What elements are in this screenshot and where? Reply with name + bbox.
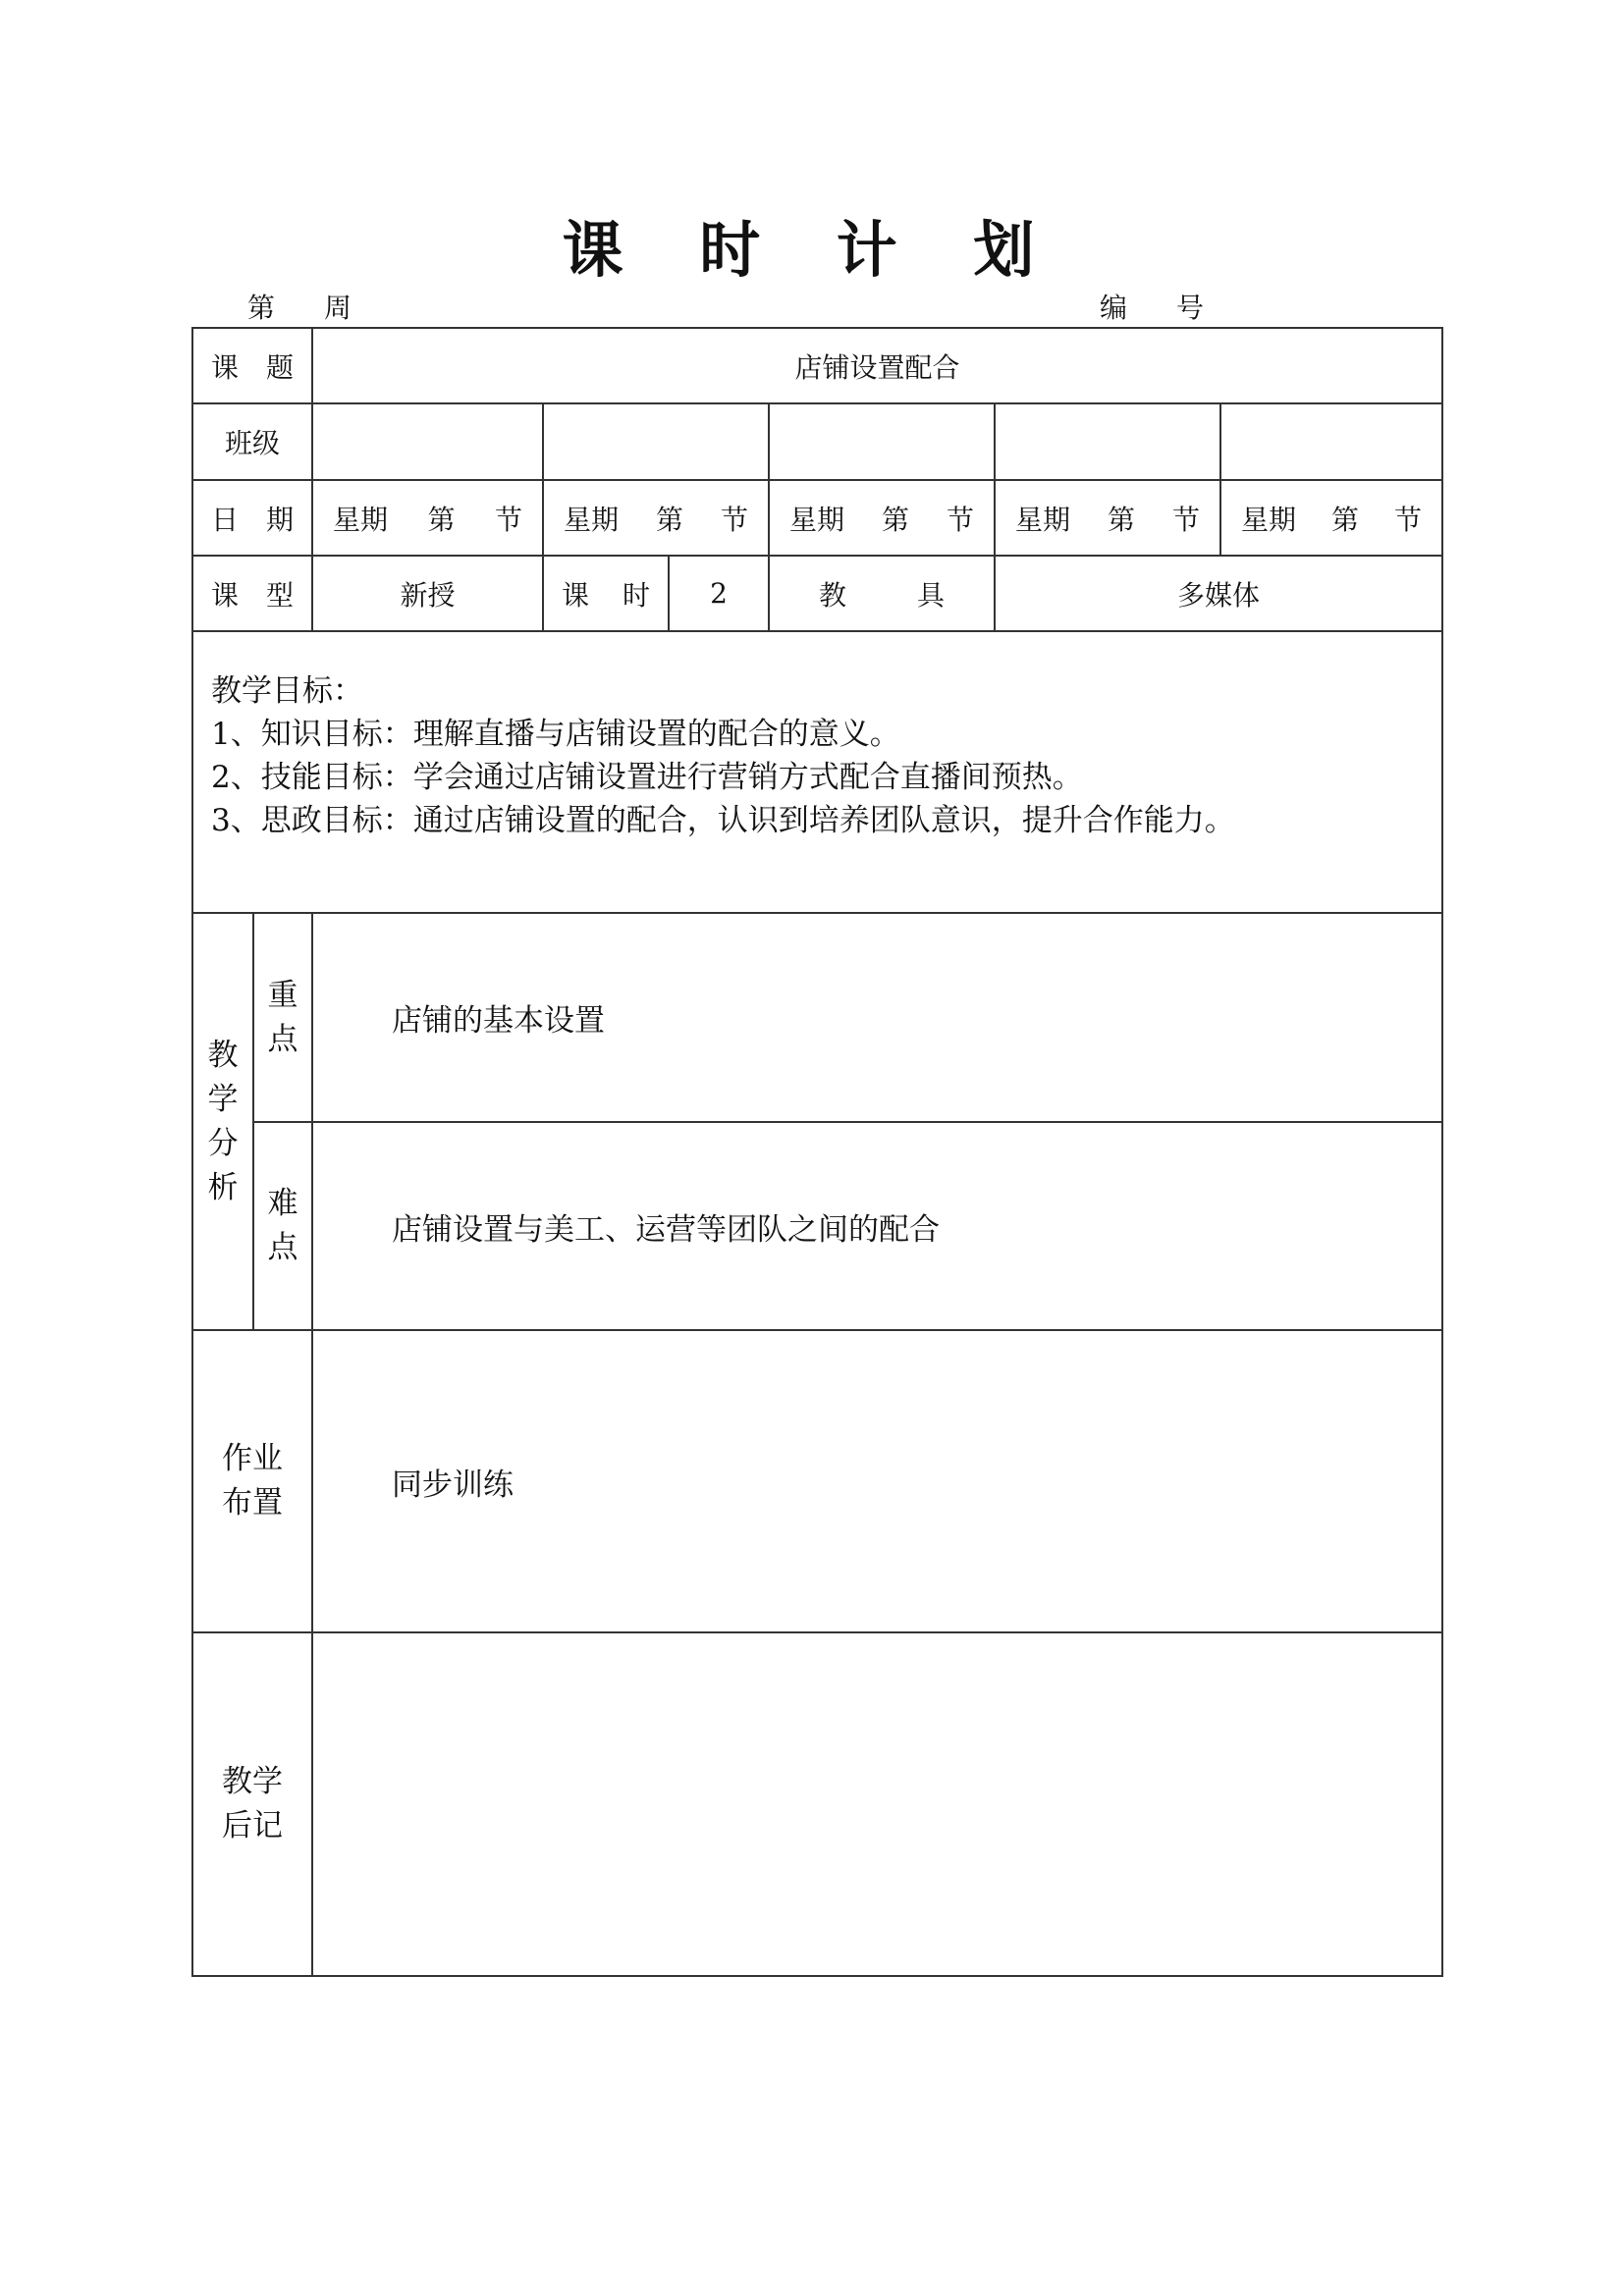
section-label: 第	[882, 503, 910, 536]
key-label-cell	[253, 913, 312, 1122]
tool-label-b: 具	[917, 578, 946, 612]
weekday-label: 星期	[789, 503, 845, 536]
homework-label-line: 布置	[222, 1485, 283, 1521]
class-cell-1[interactable]	[312, 403, 543, 480]
tool-value: 多媒体	[995, 556, 1442, 631]
hard-label	[254, 1182, 311, 1270]
topic-label-cell	[192, 328, 312, 403]
period-label: 节	[1171, 503, 1200, 536]
key-point-row	[192, 913, 1442, 1122]
homework-row	[192, 1330, 1442, 1632]
topic-label: 课 题	[211, 350, 295, 384]
reflection-row	[192, 1632, 1442, 1976]
date-cell-2[interactable]	[543, 480, 769, 556]
date-cell-5[interactable]	[1220, 480, 1442, 556]
period-label: 节	[494, 503, 522, 536]
hours-label-a: 课	[562, 578, 590, 612]
section-label: 第	[427, 503, 456, 536]
reflection-label-line: 教学	[222, 1764, 283, 1799]
analysis-char: 析	[207, 1169, 239, 1205]
goals-cell	[192, 631, 1442, 913]
number-field	[1100, 287, 1204, 326]
class-label: 班级	[192, 403, 312, 480]
hours-label-b: 时	[623, 578, 651, 612]
period-label: 节	[946, 503, 974, 536]
homework-label-cell	[192, 1330, 312, 1632]
class-cell-4[interactable]	[995, 403, 1220, 480]
reflection-label-line: 后记	[222, 1808, 283, 1843]
class-cell-5[interactable]	[1220, 403, 1442, 480]
type-value: 新授	[312, 556, 543, 631]
key-point-value: 店铺的基本设置	[312, 913, 1442, 1122]
date-cell-1[interactable]	[312, 480, 543, 556]
number-label-a: 编	[1100, 292, 1128, 324]
class-cell-3[interactable]	[769, 403, 995, 480]
type-row	[192, 556, 1442, 631]
period-label: 节	[1394, 503, 1423, 536]
section-label: 第	[656, 503, 684, 536]
homework-label-line: 作业	[222, 1441, 283, 1476]
goal-item-2: 2、技能目标：学会通过店铺设置进行营销方式配合直播间预热。	[211, 760, 1083, 795]
week-label-a: 第	[247, 292, 276, 324]
weekday-label: 星期	[1015, 503, 1071, 536]
section-label: 第	[1108, 503, 1136, 536]
key-char: 重	[267, 977, 298, 1013]
period-label: 节	[720, 503, 748, 536]
reflection-label	[193, 1760, 311, 1848]
class-cell-2[interactable]	[543, 403, 769, 480]
class-row	[192, 403, 1442, 480]
goals-heading: 教学目标：	[211, 673, 363, 709]
goal-item-3: 3、思政目标：通过店铺设置的配合，认识到培养团队意识，提升合作能力。	[211, 803, 1235, 838]
lesson-plan-table	[191, 327, 1443, 1977]
key-label	[254, 974, 311, 1062]
weekday-label: 星期	[564, 503, 620, 536]
key-char: 点	[267, 1021, 298, 1057]
analysis-label	[193, 1034, 252, 1210]
section-label: 第	[1331, 503, 1360, 536]
date-cell-3[interactable]	[769, 480, 995, 556]
homework-value: 同步训练	[312, 1330, 1442, 1632]
topic-value: 店铺设置配合	[312, 328, 1442, 403]
date-row	[192, 480, 1442, 556]
goals-row	[192, 631, 1442, 913]
date-label: 日 期	[192, 480, 312, 556]
analysis-label-cell	[192, 913, 253, 1330]
type-label: 课 型	[192, 556, 312, 631]
analysis-char: 分	[207, 1125, 239, 1161]
analysis-char: 教	[207, 1037, 239, 1073]
date-cell-4[interactable]	[995, 480, 1220, 556]
tool-label-a: 教	[819, 578, 847, 612]
weekday-label: 星期	[1241, 503, 1297, 536]
weekday-label: 星期	[333, 503, 389, 536]
reflection-label-cell	[192, 1632, 312, 1976]
tool-label-cell	[769, 556, 995, 631]
topic-row	[192, 328, 1442, 403]
difficult-point-row	[192, 1122, 1442, 1330]
goal-item-1: 1、知识目标：理解直播与店铺设置的配合的意义。	[211, 717, 900, 752]
hard-label-cell	[253, 1122, 312, 1330]
hard-char: 点	[267, 1230, 298, 1265]
hours-value: 2	[669, 556, 769, 631]
number-label-b: 号	[1176, 292, 1205, 324]
page-title: 课 时 计 划	[562, 214, 1062, 286]
homework-label	[193, 1437, 311, 1525]
analysis-char: 学	[207, 1081, 239, 1117]
hours-label-cell	[543, 556, 669, 631]
hard-char: 难	[267, 1186, 298, 1221]
week-label-b: 周	[324, 292, 352, 324]
week-field	[247, 287, 352, 326]
difficult-point-value: 店铺设置与美工、运营等团队之间的配合	[312, 1122, 1442, 1330]
reflection-value[interactable]	[312, 1632, 1442, 1976]
